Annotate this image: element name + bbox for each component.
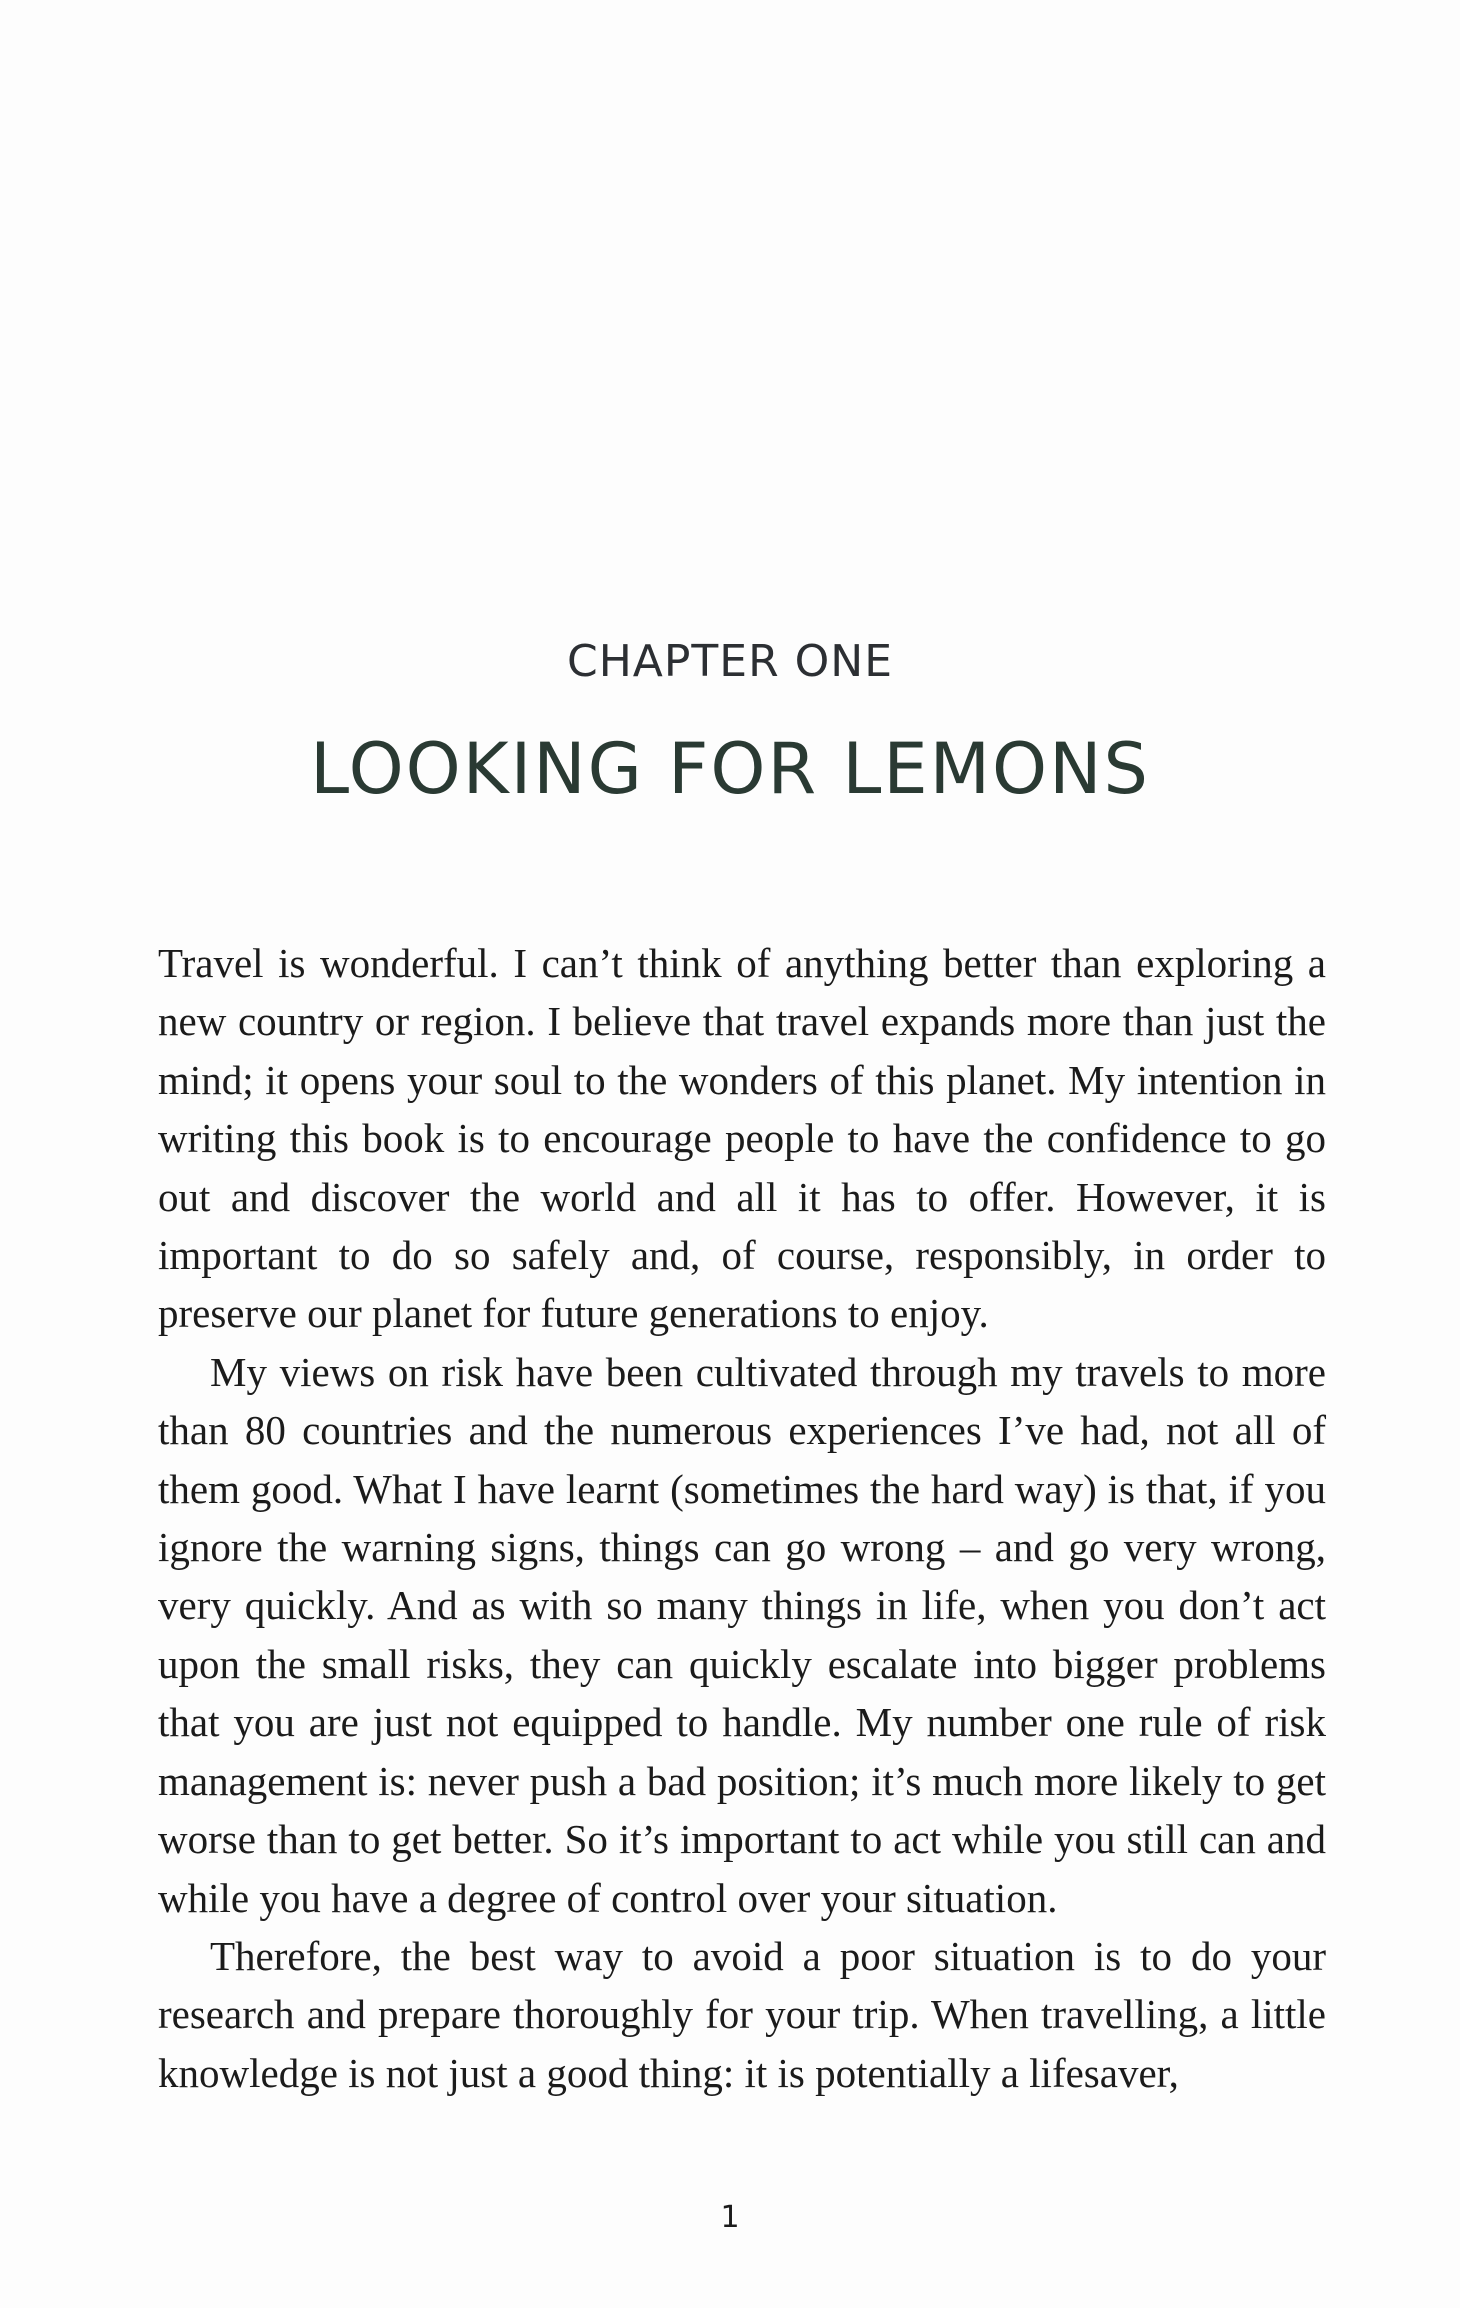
page-number: 1 <box>720 2200 740 2235</box>
chapter-title: LOOKING FOR LEMONS <box>310 728 1150 810</box>
body-text <box>158 934 1326 2102</box>
paragraph-1: Travel is wonderful. I can’t think of anything better than exploring a new country or region. I believe that travel expands more than just the mind; it opens your soul to the wonders of this planet. My intention in writing this book is to encourage people to have the confidence to go out and discover the world and all it has to offer. However, it is important to do so safely and, of course, responsibly, in order to preserve our planet for future generations to enjoy. <box>158 940 1326 1337</box>
chapter-label: CHAPTER ONE <box>566 636 894 687</box>
paragraph-3: Therefore, the best way to avoid a poor situation is to do your research and prepare thoroughly for your trip. When travelling, a little knowledge is not just a good thing: it is potentially a lifesaver, <box>158 1932 1326 2096</box>
paragraph-2: My views on risk have been cultivated through my travels to more than 80 countries and the numerous experiences I’ve had, not all of them good. What I have learnt (sometimes the hard way) is that, if you ignore the warning signs, things can go wrong – and go very wrong, very quickly. And as with so many things in life, when you don’t act upon the small risks, they can quickly escalate into bigger problems that you are just not equipped to handle. My number one rule of risk management is: never push a bad position; it’s much more likely to get worse than to get better. So it’s important to act while you still can and while you have a degree of control over your situation. <box>158 1348 1326 1921</box>
